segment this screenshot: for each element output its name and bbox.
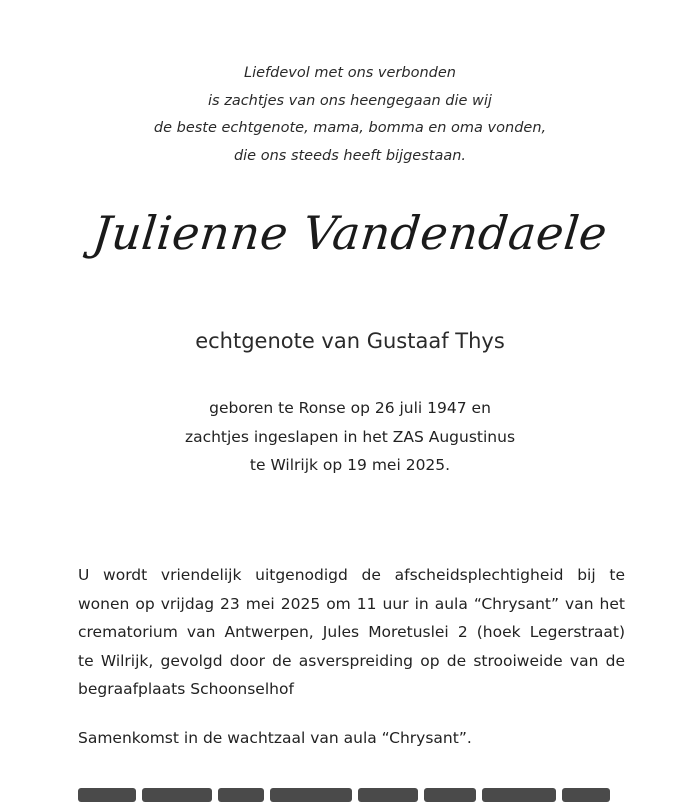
gathering-note: Samenkomst in de wachtzaal van aula “Chrysant”. (78, 729, 472, 747)
poem-line: is zachtjes van ons heengegaan die wij (208, 92, 492, 109)
ceremony-invitation (78, 561, 625, 704)
deceased-name: Julienne Vandendaele (90, 206, 610, 260)
poem-line: die ons steeds heeft bijgestaan. (233, 147, 467, 164)
birth-death-details (0, 394, 700, 480)
details-line: te Wilrijk op 19 mei 2025. (249, 456, 451, 474)
details-line: geboren te Ronse op 26 juli 1947 en (209, 399, 491, 417)
invitation-line: crematorium van Antwerpen, Jules Moretuslei 2 (hoek Legerstraat) (78, 623, 625, 641)
details-line: zachtjes ingeslapen in het ZAS Augustinus (184, 427, 516, 446)
poem-line: de beste echtgenote, mama, bomma en oma vonden, (153, 120, 547, 136)
spouse-line: echtgenote van Gustaaf Thys (195, 329, 505, 353)
invitation-line: wonen op vrijdag 23 mei 2025 om 11 uur in aula “Chrysant” van het (78, 594, 625, 613)
memorial-poem (0, 60, 700, 170)
poem-line: Liefdevol met ons verbonden (244, 65, 456, 81)
invitation-line: te Wilrijk, gevolgd door de asverspreiding op de strooiweide van de (78, 651, 625, 670)
invitation-line: begraafplaats Schoonselhof (78, 680, 294, 698)
invitation-line: U wordt vriendelijk uitgenodigd de afscheidsplechtigheid bij te (78, 566, 625, 584)
